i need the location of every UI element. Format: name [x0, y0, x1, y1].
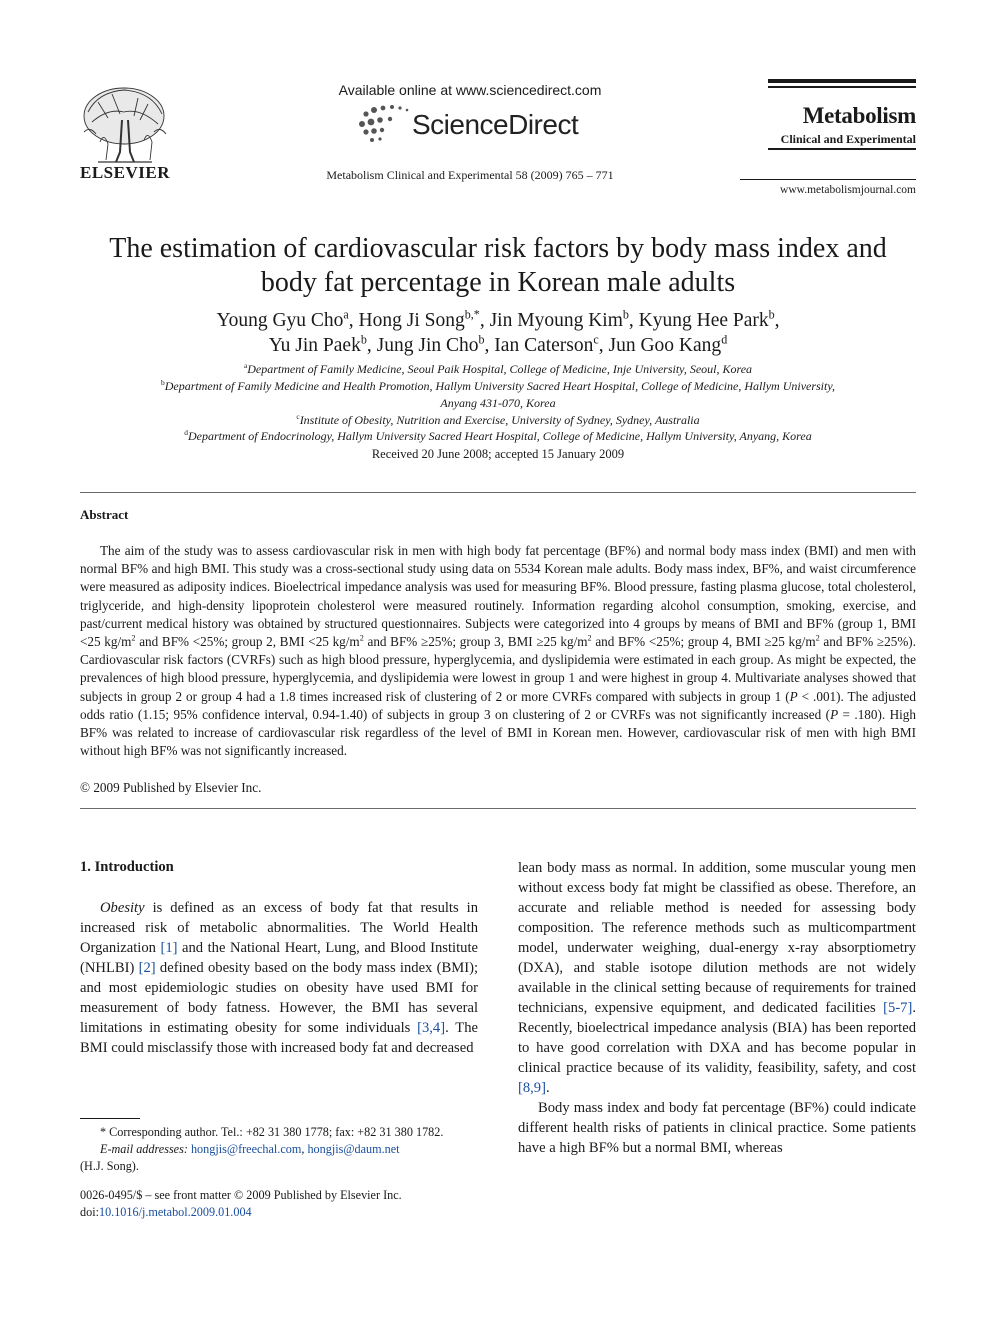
- author-name: Jin Myoung Kim: [489, 310, 623, 331]
- article-title: The estimation of cardiovascular risk factors by body mass index and body fat percentage in Korean male adults: [109, 233, 887, 298]
- affiliation-c: $^c$Institute of Obesity, Nutrition and Exercise, University of Sydney, Sydney, Australia: [296, 412, 700, 427]
- abstract-top-rule: [80, 492, 916, 493]
- citation-link[interactable]: [2]: [138, 960, 156, 976]
- author-name: Young Gyu Cho: [216, 310, 344, 331]
- abstract-bottom-rule: [80, 808, 916, 809]
- author-line-1: Young Gyu Cho$^a$, Hong Ji Song$^{b,*}$, Jin Myoung Kim$^b$, Kyung Hee Park$^b$,: [216, 307, 780, 331]
- intro-paragraph-1-part2: lean body mass as normal. In addition, some muscular young men without excess body fat might be classified as obese. Therefore, an accurate and reliable method is needed for assessing body composition. The reference methods such as multicompartment model, underwater weighing, dual-energy x-ray absorptiometry (DXA), and stable isotope dilution methods are not widely available in the clinical setting because of requirements for trained technicians, expensive equipment, and dedicated facilities [5-7]. Recently, bioelectrical impedance analysis (BIA) has been reported to have good correlation with DXA and has become popular in clinical practice because of its validity, feasibility, safety, and cost [8,9].: [518, 860, 916, 1096]
- affiliation-b-cont: Anyang 431-070, Korea: [440, 396, 556, 410]
- journal-name: Metabolism: [802, 103, 916, 128]
- footnote-rule: [80, 1118, 140, 1119]
- affiliation-b: $^b$Department of Family Medicine and Health Promotion, Hallym University Sacred Heart Hospital, College of Medicine, Hallym University,: [160, 378, 836, 393]
- publisher-name: ELSEVIER: [80, 163, 170, 182]
- journal-url[interactable]: www.metabolismjournal.com: [780, 184, 916, 196]
- email-owner: (H.J. Song).: [80, 1159, 139, 1173]
- sciencedirect-wordmark: ScienceDirect: [412, 109, 579, 140]
- abstract-heading: Abstract: [80, 507, 129, 522]
- header-divider: [740, 179, 916, 180]
- author-name: Yu Jin Paek: [268, 335, 361, 356]
- author-line-2: Yu Jin Paek$^b$, Jung Jin Cho$^b$, Ian Caterson$^c$, Jun Goo Kang$^d$: [268, 332, 728, 356]
- footnotes: [80, 1124, 478, 1175]
- corresponding-author-note: * Corresponding author. Tel.: +82 31 380 1778; fax: +82 31 380 1782.: [100, 1125, 444, 1139]
- journal-rule-bottom: [768, 148, 916, 150]
- author-list: [80, 308, 916, 358]
- email-line: E-mail addresses: hongjis@freechal.com, hongjis@daum.net: [100, 1142, 400, 1156]
- intro-paragraph-1-part1: Obesity is defined as an excess of body fat that results in increased risk of metabolic abnormalities. The World Health Organization [1] and the National Heart, Lung, and Blood Institute (NHLBI) [2] defined obesity based on the body mass index (BMI); and most epidemiologic studies on obesity have used BMI for measurement of body fatness. However, the BMI has several limitations in estimating obesity for some individuals [3,4]. The BMI could misclassify those with increased body fat and decreased: [80, 900, 478, 1056]
- author-name: Kyung Hee Park: [638, 310, 769, 331]
- email-link[interactable]: hongjis@freechal.com: [190, 1142, 302, 1156]
- intro-paragraph-2: Body mass index and body fat percentage (BF%) could indicate different health risks of patients in clinical practice. Some patients have a high BF% but a normal BMI, whereas: [518, 1100, 916, 1156]
- author-name: Jun Goo Kang: [608, 335, 722, 356]
- author-name: Hong Ji Song: [358, 310, 465, 331]
- journal-rule-top: [768, 79, 916, 83]
- column-right: [518, 858, 916, 1158]
- affiliation-d: $^d$Department of Endocrinology, Hallym University Sacred Heart Hospital, College of Medicine, Hallym University, Anyang, Korea: [184, 428, 812, 443]
- abstract-text: The aim of the study was to assess cardiovascular risk in men with high body fat percentage (BF%) and normal body mass index (BMI) and men with normal BF% and high BMI. This study was a cross-sectional study using data on 5534 Korean male adults. Body mass index, BF%, and waist circumference were measured as adiposity indices. Bioelectrical impedance analysis was used for measuring BF%. Blood pressure, fasting plasma glucose, total cholesterol, triglyceride, and high-density lipoprotein cholesterol were measured routinely. Information regarding alcohol consumption, smoking, exercise, and past/current medical history was obtained by structured questionnaires. Subjects were categorized into 4 groups by means of BMI and BF% (group 1, BMI <25 $kg/m^2$ and BF% <25%; group 2, BMI <25 $kg/m^2$ and BF% ≥25%; group 3, BMI ≥25 $kg/m^2$ and BF% <25%; group 4, BMI ≥25 $kg/m^2$ and BF% ≥25%). Cardiovascular risk factors (CVRFs) such as high blood pressure, hyperglycemia, and dyslipidemia were estimated in each group. As might be expected, the prevalences of high blood pressure, hyperglycemia, and dyslipidemia were lowest in group 1 and were highest in group 4. Multivariate analyses showed that subjects in group 2 or group 4 had a 1.8 times increased risk of clustering of 2 or more CVRFs compared with subjects in group 1 (P < .001). The adjusted odds ratio (1.15; 95% confidence interval, 0.94-1.40) of subjects in group 3 on clustering of 2 or CVRFs was not significantly increased (P = .180). High BF% was related to increase of cardiovascular risk regardless of the level of BMI in Korean men. However, cardiovascular risk of men with high BMI without high BF% was not significantly increased.: [80, 543, 916, 759]
- doi-line: doi:10.1016/j.metabol.2009.01.004: [80, 1205, 252, 1219]
- issn-line: 0026-0495/$ – see front matter © 2009 Published by Elsevier Inc.: [80, 1188, 402, 1202]
- citation-link[interactable]: [3,4]: [417, 1020, 446, 1036]
- received-dates: Received 20 June 2008; accepted 15 January 2009: [371, 447, 625, 461]
- journal-rule-top-thin: [768, 86, 916, 88]
- column-left: [80, 898, 478, 1058]
- journal-reference: Metabolism Clinical and Experimental 58 (2009) 765 – 771: [326, 168, 614, 182]
- journal-subtitle: Clinical and Experimental: [780, 132, 916, 146]
- citation-link[interactable]: [5-7]: [883, 1000, 913, 1016]
- affiliation-a: $^a$Department of Family Medicine, Seoul Paik Hospital, College of Medicine, Inje University, Seoul, Korea: [243, 361, 753, 376]
- citation-link[interactable]: [1]: [160, 940, 178, 956]
- email-link[interactable]: hongjis@daum.net: [307, 1142, 400, 1156]
- author-name: Jung Jin Cho: [376, 335, 479, 356]
- citation-link[interactable]: [8,9]: [518, 1080, 546, 1096]
- author-name: Ian Caterson: [494, 335, 594, 356]
- abstract-copyright: © 2009 Published by Elsevier Inc.: [80, 780, 262, 795]
- front-matter: [80, 1187, 478, 1221]
- available-online-text: Available online at www.sciencedirect.com: [338, 82, 602, 98]
- section-heading-introduction: 1. Introduction: [80, 859, 174, 875]
- doi-link[interactable]: 10.1016/j.metabol.2009.01.004: [98, 1205, 252, 1219]
